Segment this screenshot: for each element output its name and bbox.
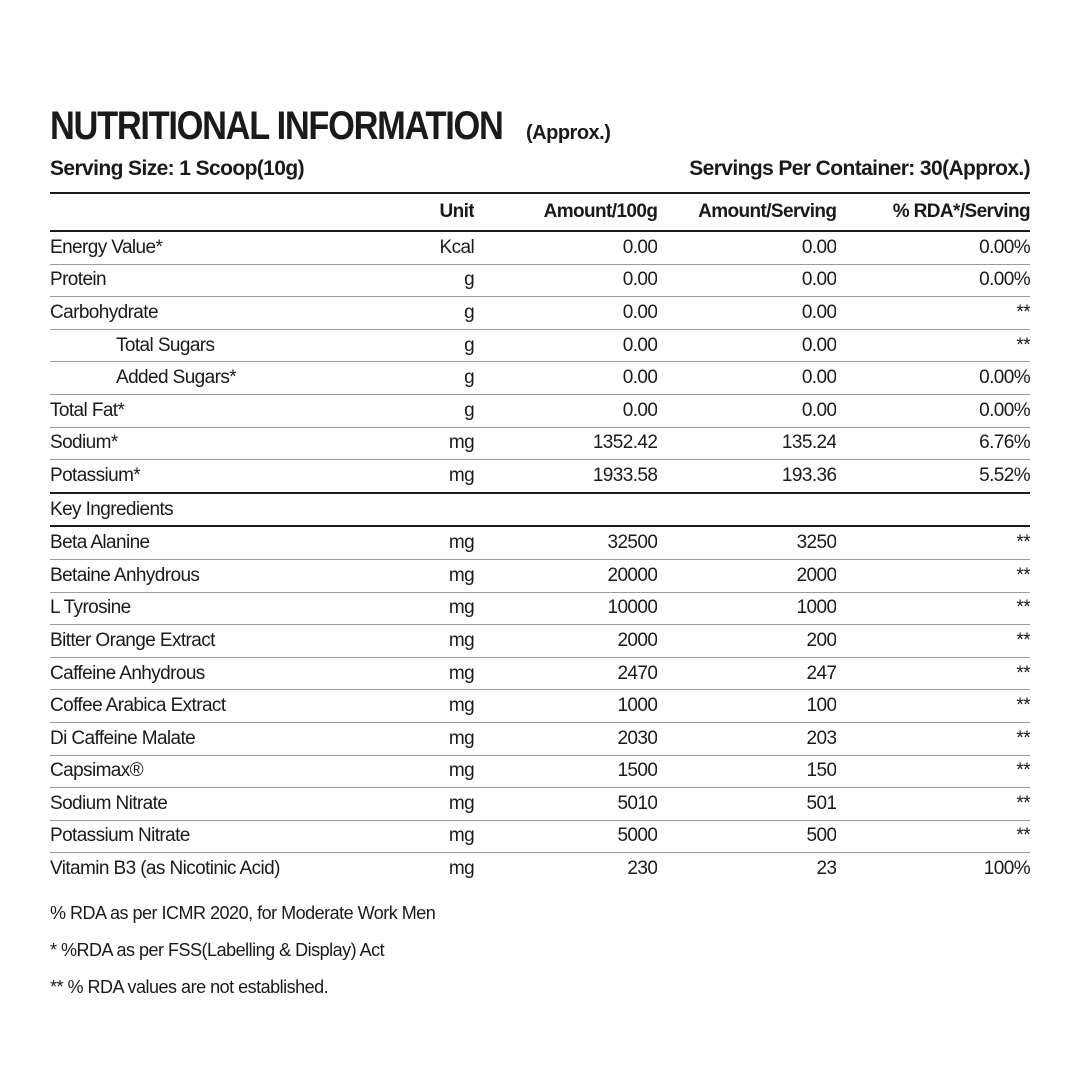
table-row <box>50 820 1030 853</box>
serving-size: Serving Size: 1 Scoop(10g) <box>50 157 304 180</box>
row-name: Potassium* <box>50 460 410 493</box>
row-unit: g <box>410 394 474 427</box>
table-row <box>50 625 1030 658</box>
row-unit: mg <box>410 526 474 559</box>
row-unit: mg <box>410 427 474 460</box>
page-title: NUTRITIONAL INFORMATION <box>50 104 503 148</box>
row-amount-100g: 1000 <box>474 690 657 723</box>
nutrition-panel <box>50 104 1030 1006</box>
footnote: * %RDA as per FSS(Labelling & Display) Act <box>50 939 385 960</box>
row-name: Betaine Anhydrous <box>50 559 410 592</box>
servings-per-container: Servings Per Container: 30(Approx.) <box>689 157 1030 180</box>
row-amount-100g: 0.00 <box>474 394 657 427</box>
row-name: Added Sugars* <box>50 362 410 395</box>
row-amount-100g: 0.00 <box>474 297 657 330</box>
table-row <box>50 722 1030 755</box>
table-row <box>50 755 1030 788</box>
row-rda: 0.00% <box>836 362 1030 395</box>
row-amount-serving: 150 <box>657 755 836 788</box>
row-amount-100g: 5000 <box>474 820 657 853</box>
row-amount-serving: 0.00 <box>657 362 836 395</box>
row-rda: ** <box>836 559 1030 592</box>
table-row <box>50 460 1030 493</box>
footnote: % RDA as per ICMR 2020, for Moderate Work Men <box>50 902 436 923</box>
table-row <box>50 362 1030 395</box>
section-row <box>50 493 1030 527</box>
row-unit: g <box>410 329 474 362</box>
row-unit: mg <box>410 460 474 493</box>
row-unit: g <box>410 264 474 297</box>
row-rda: 0.00% <box>836 394 1030 427</box>
row-name: Vitamin B3 (as Nicotinic Acid) <box>50 858 280 880</box>
row-amount-100g: 32500 <box>474 526 657 559</box>
row-amount-serving: 247 <box>657 657 836 690</box>
row-rda: ** <box>836 592 1030 625</box>
row-unit: mg <box>410 559 474 592</box>
row-name: Total Fat* <box>50 394 410 427</box>
column-header-name <box>50 194 410 231</box>
row-amount-serving: 0.00 <box>657 329 836 362</box>
section-label: Key Ingredients <box>50 493 1030 527</box>
row-name: Caffeine Anhydrous <box>50 657 410 690</box>
title-qualifier: (Approx.) <box>526 122 611 144</box>
row-amount-serving: 0.00 <box>657 297 836 330</box>
row-name: Di Caffeine Malate <box>50 722 410 755</box>
row-rda: 6.76% <box>836 427 1030 460</box>
table-header-row <box>50 194 1030 231</box>
column-header-unit: Unit <box>410 194 474 231</box>
row-amount-serving: 0.00 <box>657 394 836 427</box>
row-unit: mg <box>448 858 475 880</box>
row-amount-serving: 200 <box>657 625 836 658</box>
row-rda: ** <box>836 657 1030 690</box>
row-name: L Tyrosine <box>50 592 410 625</box>
row-amount-serving: 203 <box>657 722 836 755</box>
row-rda: ** <box>836 788 1030 821</box>
row-rda: 100% <box>983 858 1030 880</box>
row-amount-serving: 193.36 <box>657 460 836 493</box>
row-unit: mg <box>410 722 474 755</box>
table-row <box>50 297 1030 330</box>
row-unit: mg <box>410 690 474 723</box>
row-name: Total Sugars <box>50 329 410 362</box>
row-name: Beta Alanine <box>50 526 410 559</box>
row-unit: mg <box>410 788 474 821</box>
table-row <box>50 592 1030 625</box>
column-header-amount-100g: Amount/100g <box>474 194 657 231</box>
row-rda: ** <box>836 722 1030 755</box>
row-rda: ** <box>836 329 1030 362</box>
table-row <box>50 231 1030 264</box>
row-name: Potassium Nitrate <box>50 820 410 853</box>
row-name: Energy Value* <box>50 231 410 264</box>
table-row <box>50 788 1030 821</box>
row-name: Coffee Arabica Extract <box>50 690 410 723</box>
title-line <box>50 104 1030 154</box>
row-unit: g <box>410 297 474 330</box>
row-amount-serving: 3250 <box>657 526 836 559</box>
row-unit: mg <box>410 592 474 625</box>
table-row <box>50 657 1030 690</box>
table-row <box>50 559 1030 592</box>
row-amount-serving: 100 <box>657 690 836 723</box>
table-body <box>50 231 1030 885</box>
row-rda: ** <box>836 625 1030 658</box>
row-name: Carbohydrate <box>50 297 410 330</box>
serving-line <box>50 154 1030 184</box>
row-rda: 0.00% <box>836 231 1030 264</box>
row-unit: Kcal <box>410 231 474 264</box>
row-amount-100g: 2030 <box>474 722 657 755</box>
row-amount-serving: 0.00 <box>657 264 836 297</box>
column-header-rda: % RDA*/Serving <box>836 194 1030 231</box>
table-row <box>50 394 1030 427</box>
row-rda: ** <box>836 755 1030 788</box>
row-unit: mg <box>410 755 474 788</box>
row-amount-100g: 1500 <box>474 755 657 788</box>
footnotes <box>50 895 1030 1006</box>
table-row <box>50 329 1030 362</box>
row-amount-serving: 1000 <box>657 592 836 625</box>
footnote: ** % RDA values are not established. <box>50 976 329 997</box>
row-amount-100g: 230 <box>627 858 658 880</box>
row-rda: 5.52% <box>836 460 1030 493</box>
row-amount-100g: 1352.42 <box>474 427 657 460</box>
row-amount-100g: 0.00 <box>474 264 657 297</box>
row-rda: ** <box>836 297 1030 330</box>
row-amount-serving: 2000 <box>657 559 836 592</box>
row-rda: ** <box>836 820 1030 853</box>
row-rda: 0.00% <box>836 264 1030 297</box>
row-amount-100g: 10000 <box>474 592 657 625</box>
row-amount-serving: 500 <box>657 820 836 853</box>
row-amount-100g: 2470 <box>474 657 657 690</box>
row-amount-serving: 135.24 <box>657 427 836 460</box>
table-row <box>50 690 1030 723</box>
table-row <box>50 526 1030 559</box>
row-amount-100g: 1933.58 <box>474 460 657 493</box>
table-row <box>50 427 1030 460</box>
row-rda: ** <box>836 526 1030 559</box>
table-row <box>50 853 1030 885</box>
row-name: Bitter Orange Extract <box>50 625 410 658</box>
row-unit: mg <box>410 657 474 690</box>
row-name: Sodium* <box>50 427 410 460</box>
row-unit: mg <box>410 820 474 853</box>
row-amount-serving: 501 <box>657 788 836 821</box>
row-amount-100g: 2000 <box>474 625 657 658</box>
row-amount-100g: 0.00 <box>474 231 657 264</box>
row-amount-100g: 5010 <box>474 788 657 821</box>
row-name: Protein <box>50 264 410 297</box>
row-amount-100g: 0.00 <box>474 329 657 362</box>
row-unit: g <box>410 362 474 395</box>
row-amount-100g: 0.00 <box>474 362 657 395</box>
row-name: Sodium Nitrate <box>50 788 410 821</box>
row-amount-serving: 0.00 <box>657 231 836 264</box>
column-header-amount-serving: Amount/Serving <box>657 194 836 231</box>
row-unit: mg <box>410 625 474 658</box>
row-name: Capsimax® <box>50 755 410 788</box>
table-row <box>50 264 1030 297</box>
row-amount-serving: 23 <box>816 858 837 880</box>
nutrition-table <box>50 194 1030 885</box>
row-rda: ** <box>836 690 1030 723</box>
row-amount-100g: 20000 <box>474 559 657 592</box>
